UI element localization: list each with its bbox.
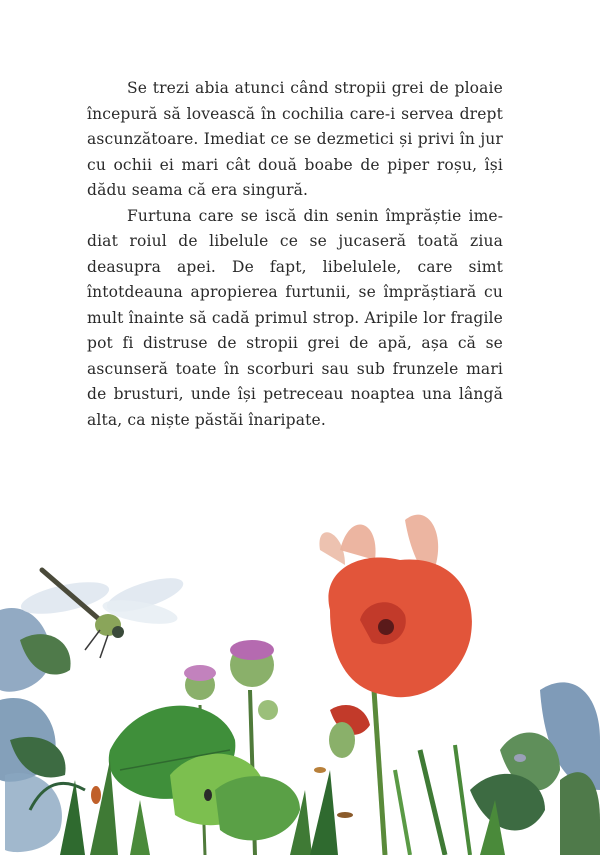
paragraph-1: Se trezi abia atunci când stropii grei de ploaie începură să lovească în cochilia care-i servea drept ascunzătoare. Imediat ce se dezmetici și privi în jur cu ochii ei mari cât două boabe de piper roșu, își dădu seama că era singură. — [87, 79, 503, 199]
paragraph-2: Furtuna care se iscă din senin împrăștie imediat roiul de libelule ce se jucaseră toată ziua deasupra apei. De fapt, libelulele, care simt întotdeauna apropierea furtunii, se împrăștiară cu mult înainte să cadă primul strop. Aripile lor fragile pot fi distruse de stropii grei de apă, așa că se ascunseră toate în scorburi sau sub frunzele mari de brusturi, unde își petreceau noaptea una lângă alta, ca niște păstăi înaripate. — [87, 206, 503, 429]
poppy-flower — [319, 515, 471, 855]
meadow-illustration — [0, 490, 600, 855]
story-text — [87, 76, 503, 433]
